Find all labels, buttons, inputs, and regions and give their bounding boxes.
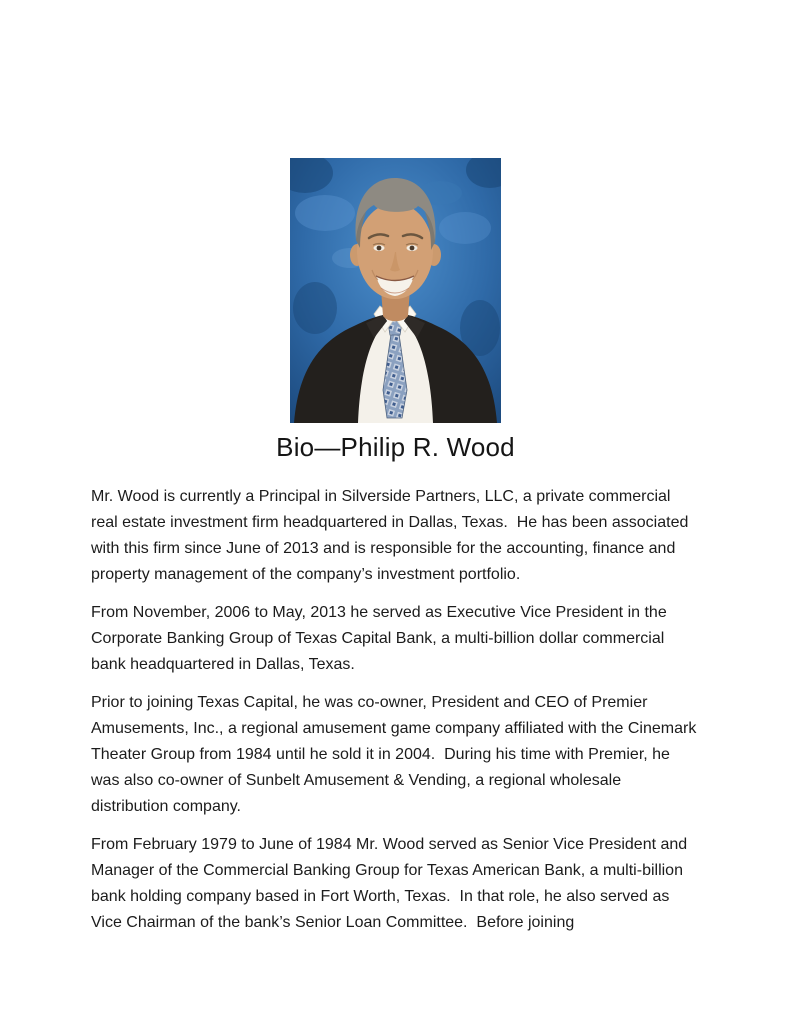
bio-paragraph-2: From November, 2006 to May, 2013 he served as Executive Vice President in the Corporate Banking Group of Texas Capital Bank, a multi-billion dollar commercial bank headquartered in Dallas, Texas. bbox=[91, 604, 672, 673]
bio-paragraph-4: From February 1979 to June of 1984 Mr. Wood served as Senior Vice President and Manager of the Commercial Banking Group for Texas American Bank, a multi-billion bank holding company based in Fort Worth, Texas. In that role, he also served as Vice Chairman of the bank’s Senior Loan Committee. Before joining bbox=[91, 836, 692, 931]
bio-paragraph-1: Mr. Wood is currently a Principal in Silverside Partners, LLC, a private commercial real estate investment firm headquartered in Dallas, Texas. He has been associated with this firm since June of 2013 and is responsible for the accounting, finance and property management of the company’s investment portfolio. bbox=[91, 488, 693, 583]
bio-paragraph-3: Prior to joining Texas Capital, he was co-owner, President and CEO of Premier Amusements, Inc., a regional amusement game company affiliated with the Cinemark Theater Group from 1984 until he sold it in 2004. During his time with Premier, he was also co-owner of Sunbelt Amusement & Vending, a regional wholesale distribution company. bbox=[91, 694, 701, 815]
portrait-photo-illustration bbox=[290, 158, 501, 423]
portrait-photo bbox=[290, 158, 501, 423]
bio-text bbox=[91, 484, 699, 948]
page-title: Bio—Philip R. Wood bbox=[276, 432, 515, 462]
